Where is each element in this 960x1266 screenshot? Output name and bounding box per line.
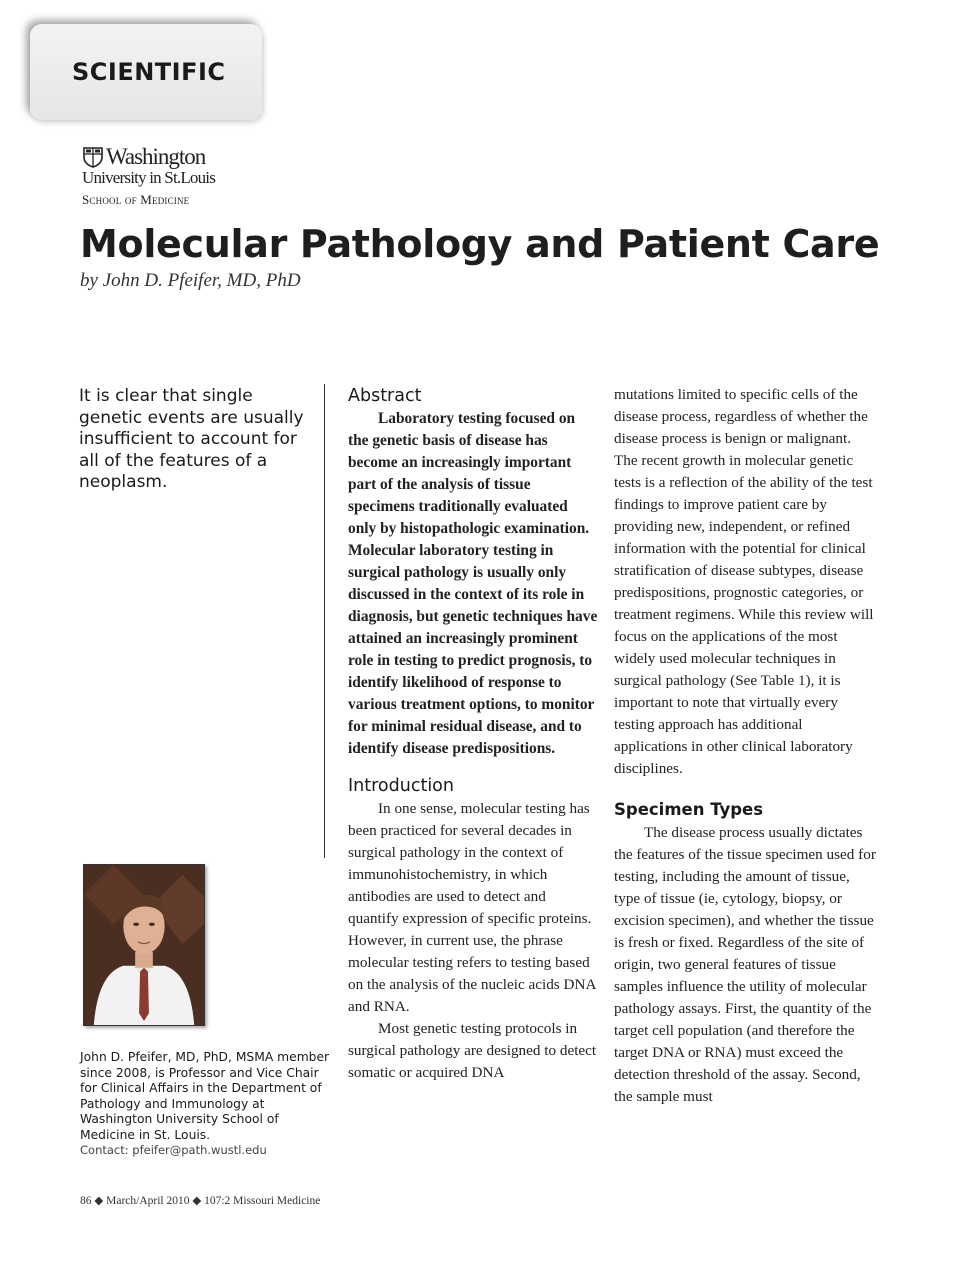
page-footer <box>80 1193 320 1207</box>
author-contact: Contact: pfeifer@path.wustl.edu <box>80 1143 267 1157</box>
logo-line-3: School of Medicine <box>82 192 190 207</box>
article-title: Molecular Pathology and Patient Care <box>80 222 880 266</box>
article-column-2 <box>348 384 598 1084</box>
university-shield-icon <box>82 146 104 168</box>
article-column-3 <box>614 384 876 1108</box>
introduction-continued: mutations limited to specific cells of the disease process, regardless of whether the disease process is benign or malignant. The recent growth in molecular genetic tests is a reflection of the ability of the test findings to improve patient care by providing new, independent, or refined information with the potential for clinical stratification of disease subtypes, disease predispositions, prognostic categories, or treatment regimens. While this review will focus on the applications of the most widely used molecular techniques in surgical pathology (See Table 1), it is important to note that virtually every testing approach has additional applications in other clinical laboratory disciplines. <box>614 386 874 777</box>
specimen-types-text: The disease process usually dictates the features of the tissue specimen used for testing, including the amount of tissue, type of tissue (ie, cytology, biopsy, or excision specimen), and whether the tissue is fresh or fixed. Regardless of the site of origin, two general features of tissue samples influence the utility of molecular pathology assays. First, the quantity of the target cell population (and therefore the target DNA or RNA) must exceed the detection threshold of the assay. Second, the sample must <box>614 824 876 1105</box>
logo-line-1: Washington <box>106 144 206 169</box>
section-label: SCIENTIFIC <box>72 58 226 86</box>
introduction-heading: Introduction <box>348 776 454 796</box>
university-logo <box>82 146 262 208</box>
footer-issue: March/April 2010 <box>106 1195 190 1207</box>
article-byline: by John D. Pfeifer, MD, PhD <box>80 270 301 291</box>
column-divider <box>324 384 325 858</box>
author-bio-text: John D. Pfeifer, MD, PhD, MSMA member since 2008, is Professor and Vice Chair for Clinical Affairs in the Department of Pathology and Immunology at Washington University School of Medicine in St. Louis. <box>80 1050 330 1142</box>
introduction-paragraph-1: In one sense, molecular testing has been practiced for several decades in surgical pathology in the context of immunohistochemistry, in which antibodies are used to detect and quantify expression of specific proteins. However, in current use, the phrase molecular testing refers to testing based on the analysis of the nucleic acids DNA and RNA. <box>348 800 596 1015</box>
pull-quote: It is clear that single genetic events are usually insufficient to account for all of the features of a neoplasm. <box>79 386 304 492</box>
footer-separator-icon: ◆ <box>94 1195 107 1207</box>
logo-line-2: University in St.Louis <box>82 168 216 187</box>
introduction-paragraph-2: Most genetic testing protocols in surgical pathology are designed to detect somatic or acquired DNA <box>348 1020 597 1081</box>
abstract-text: Laboratory testing focused on the genetic basis of disease has become an increasingly important part of the analysis of tissue specimens traditionally evaluated only by histopathologic examination. Molecular laboratory testing in surgical pathology is usually only discussed in the context of its role in diagnosis, but genetic techniques have attained an increasingly prominent role in testing to predict prognosis, to identify likelihood of response to various treatment options, to monitor for minimal residual disease, and to identify disease predispositions. <box>348 410 598 757</box>
section-tab <box>30 24 262 120</box>
specimen-types-heading: Specimen Types <box>614 800 764 819</box>
footer-separator-icon: ◆ <box>192 1195 205 1207</box>
author-photo <box>83 864 205 1026</box>
footer-volume: 107:2 Missouri Medicine <box>204 1195 321 1207</box>
author-bio <box>80 1050 330 1159</box>
abstract-heading: Abstract <box>348 386 422 406</box>
footer-page-number: 86 <box>80 1195 92 1207</box>
